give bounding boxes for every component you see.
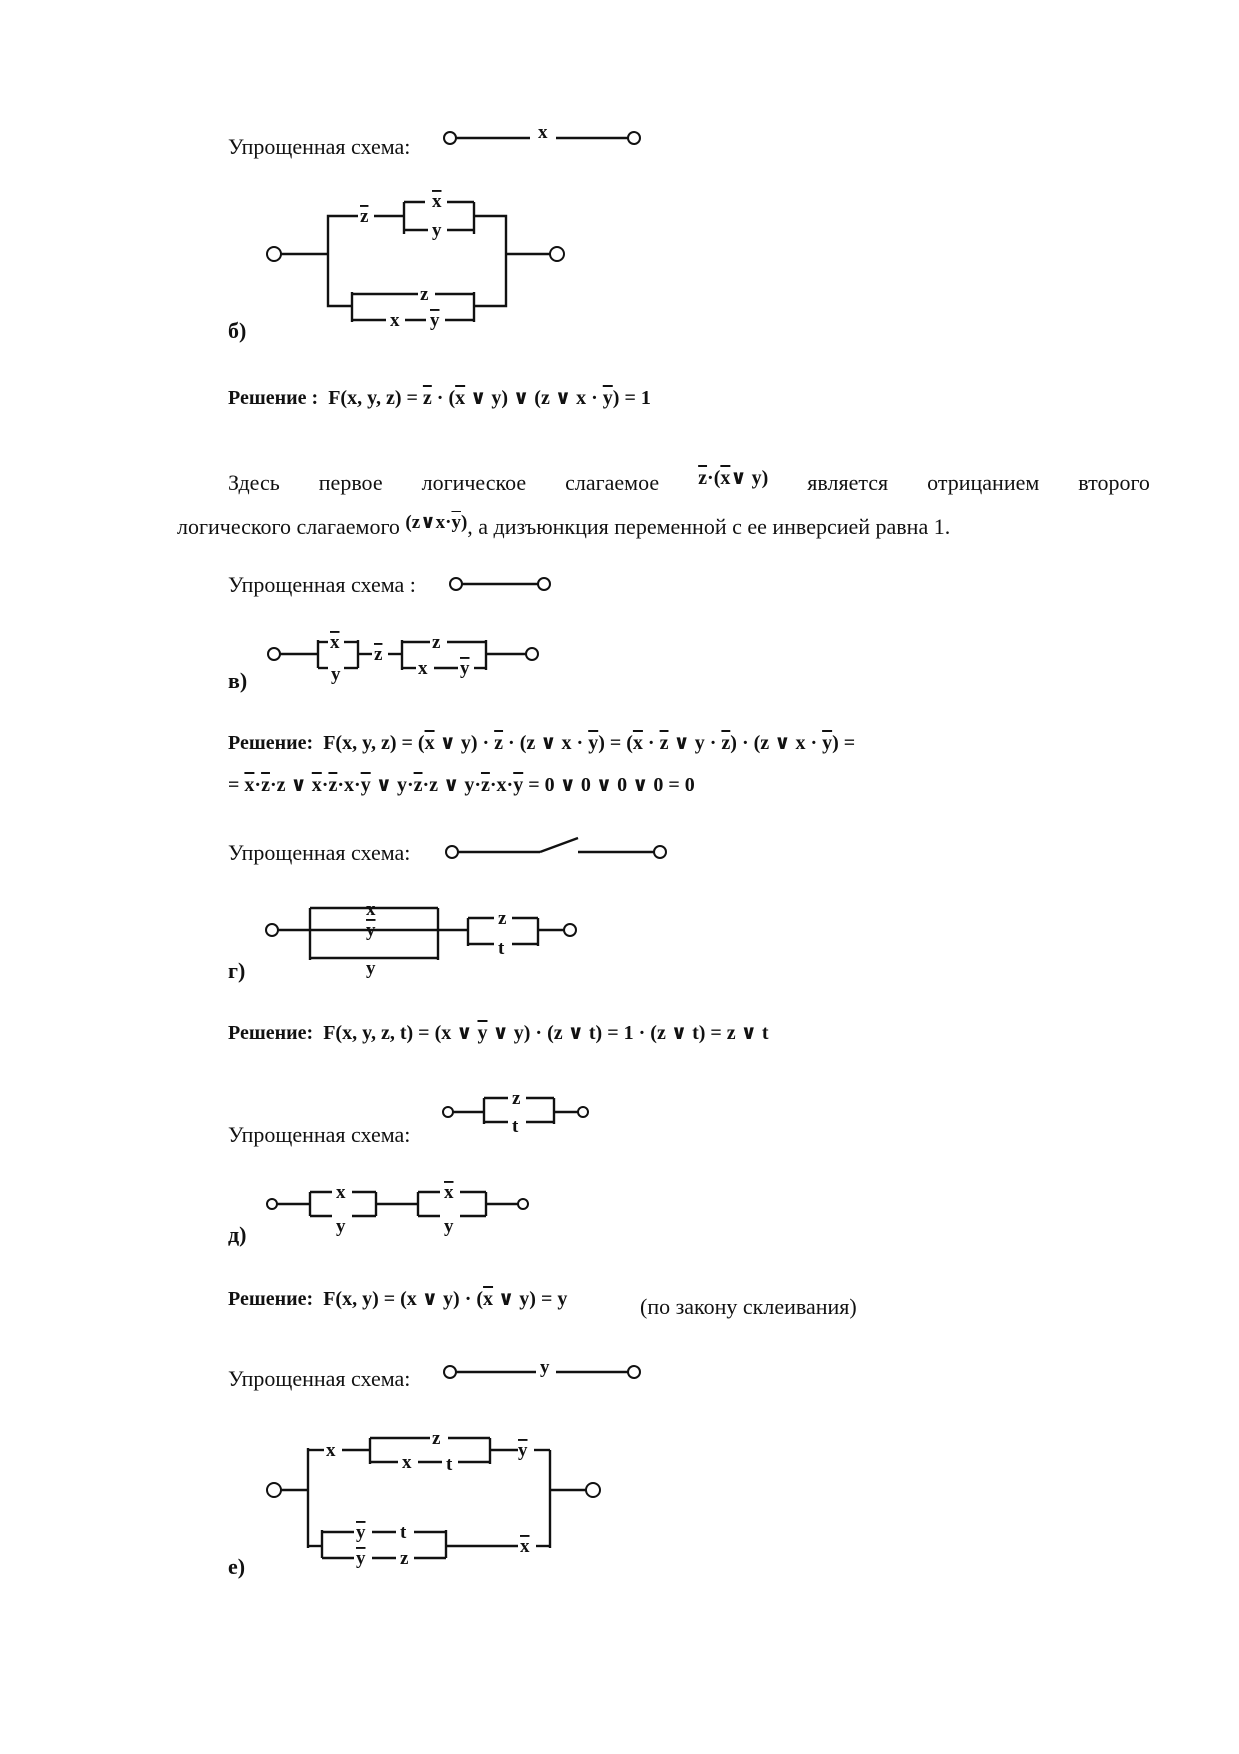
svg-text:x: x xyxy=(402,1452,412,1473)
svg-text:x: x xyxy=(520,1536,530,1557)
svg-text:z: z xyxy=(512,1088,521,1109)
svg-text:y: y xyxy=(540,1357,550,1378)
svg-text:y: y xyxy=(366,920,376,941)
simplified-circuit-d xyxy=(440,1356,650,1386)
svg-text:t: t xyxy=(512,1116,519,1137)
svg-text:x: x xyxy=(336,1182,346,1203)
svg-text:z: z xyxy=(420,284,429,305)
svg-text:y: y xyxy=(518,1440,528,1461)
svg-text:y: y xyxy=(331,664,341,685)
part-label-d: д) xyxy=(228,1222,247,1247)
svg-text:y: y xyxy=(460,658,470,679)
paragraph-b-line1: Здесь первое логическое слагаемое $\overline{z}\cdot(\overline{x}\vee$ y) является отрицанием второго xyxy=(228,467,1150,495)
svg-text:y: y xyxy=(336,1216,346,1237)
svg-text:z: z xyxy=(498,908,507,929)
circuit-e xyxy=(262,1428,622,1568)
circuit-b xyxy=(260,190,580,330)
simplified-label-v: Упрощенная схема: xyxy=(228,840,411,865)
svg-text:z: z xyxy=(374,644,383,665)
solution-b: Решение : F(x, y, $z) = \overline{z} \cdot (\overline{x}$ ∨ y) ∨ (z ∨ $x \cdot \overline{y}) = 1$ xyxy=(228,387,651,409)
svg-text:x: x xyxy=(432,191,442,212)
simplified-circuit-v xyxy=(440,830,676,860)
svg-text:x: x xyxy=(330,632,340,653)
solution-g: Решение: F(x, y, z, t) = (x ∨ $\overline{y}$ ∨ y) · (z ∨ t) = 1 · (z ∨ t) = z ∨ t xyxy=(228,1022,769,1044)
var-x: x xyxy=(538,122,548,143)
circuit-v xyxy=(262,630,552,690)
svg-text:z: z xyxy=(432,1428,441,1449)
simplified-label-d: Упрощенная схема: xyxy=(228,1366,411,1391)
svg-text:y: y xyxy=(366,958,376,979)
svg-text:y: y xyxy=(430,310,440,331)
simplified-circuit-g xyxy=(440,1090,600,1140)
svg-text:x: x xyxy=(390,310,400,331)
part-label-b: б) xyxy=(228,318,247,343)
part-label-g: г) xyxy=(228,958,246,983)
svg-text:y: y xyxy=(356,1522,366,1543)
circuit-d xyxy=(262,1182,542,1242)
svg-text:z: z xyxy=(360,206,369,227)
svg-text:t: t xyxy=(446,1454,453,1475)
simplified-label-g: Упрощенная схема: xyxy=(228,1122,411,1147)
simplified-circuit-b xyxy=(446,572,558,602)
svg-text:x: x xyxy=(418,658,428,679)
svg-text:t: t xyxy=(498,938,505,959)
circuit-g xyxy=(262,900,592,980)
paragraph-b-line2: логического слагаемого $(z\vee x\cdot\overline{y})$, а дизъюнкция переменной с ее инверсией равна 1. xyxy=(177,512,951,539)
svg-text:x: x xyxy=(366,899,376,920)
svg-text:y: y xyxy=(444,1216,454,1237)
svg-text:x: x xyxy=(326,1440,336,1461)
simplified-circuit-a xyxy=(440,120,650,150)
solution-v-line2: = $\overline{x}\cdot\overline{z}\cdot z$ ∨ $\overline{x}\cdot\overline{z}\cdot x\cdot\overline{y}$ ∨ $y\cdot\overline{z}\cdot z$ ∨ $y\cdot\overline{z}\cdot x\cdot\overline{y} = 0$ ∨ 0 ∨ 0 ∨ 0 = 0 xyxy=(228,774,695,796)
solution-v-line1: Решение: F(x, y, $z) = (\overline{x}$ ∨ $y) \cdot \overline{z} \cdot (z$ ∨ $x \cdot \overline{y}) = (\overline{x} \cdot \overline{z}$ ∨ $y \cdot \overline{z}) \cdot (z$ ∨ $x \cdot \overline{y}$) = xyxy=(228,732,856,754)
simplified-label-b: Упрощенная схема : xyxy=(228,572,416,597)
svg-text:z: z xyxy=(432,632,441,653)
simplified-label-a: Упрощенная схема: xyxy=(228,134,411,159)
svg-text:t: t xyxy=(400,1522,407,1543)
part-label-e: е) xyxy=(228,1554,246,1579)
svg-text:y: y xyxy=(432,220,442,241)
part-label-v: в) xyxy=(228,668,248,693)
svg-text:z: z xyxy=(400,1548,409,1569)
svg-text:x: x xyxy=(444,1182,454,1203)
note-d: (по закону склеивания) xyxy=(640,1294,857,1319)
svg-text:y: y xyxy=(356,1548,366,1569)
solution-d: Решение: F(x, y) = (x ∨ $y) \cdot (\overline{x}$ ∨ y) = y xyxy=(228,1288,568,1310)
